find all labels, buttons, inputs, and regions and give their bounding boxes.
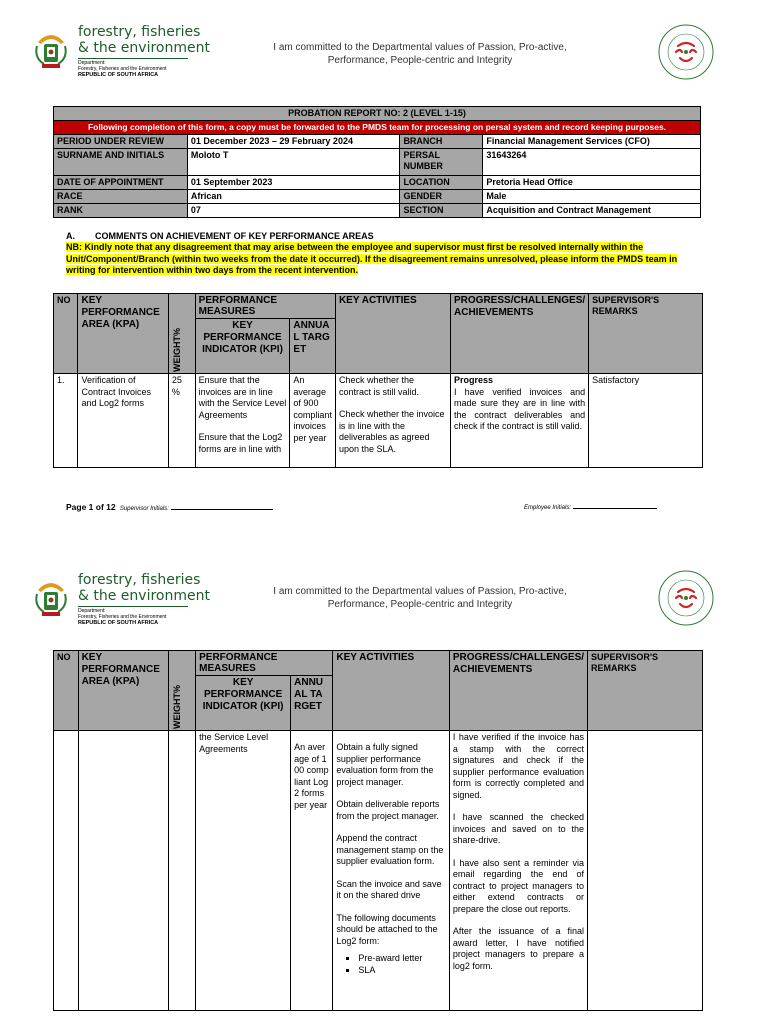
disagreement-note xyxy=(66,242,686,277)
row1cont-progress-4: After the issuance of a final award letter, I have notified project managers to prepare a log2 form. xyxy=(452,926,585,971)
col-target: ANNUAL TARGET xyxy=(290,319,336,374)
rank-value: 07 xyxy=(187,204,400,218)
logo-divider xyxy=(78,606,188,607)
row1cont-progress-1: I have verified if the invoice has a stamp with the correct signatures and check if the supplier performance evaluation form is correctly completed and signed. xyxy=(452,732,585,800)
page-footer xyxy=(66,502,666,512)
gender-label: GENDER xyxy=(400,190,483,204)
employee-info-table xyxy=(53,106,701,218)
row1cont-target: An average of 100 compliant Log2 forms per year xyxy=(294,742,329,810)
row1-remarks: Satisfactory xyxy=(589,374,703,468)
gender-value: Male xyxy=(483,190,701,204)
coat-of-arms-icon xyxy=(34,28,68,72)
col-remarks: SUPERVISOR'S REMARKS xyxy=(588,651,703,731)
col-measures: PERFORMANCE MEASURES xyxy=(195,294,335,319)
row1cont-activity-5: The following documents should be attached to the Log2 form: xyxy=(336,912,438,946)
logo-title-line2: & the environment xyxy=(78,588,210,604)
attachment-item: ▪ SLA xyxy=(358,965,446,977)
row1-kpi-2: Ensure that the Log2 forms are in line with xyxy=(198,432,283,454)
values-seal-icon xyxy=(656,568,716,628)
row1-activity-1: Check whether the contract is still valid. xyxy=(338,375,419,397)
values-motto xyxy=(260,41,580,67)
col-no: NO xyxy=(54,294,78,374)
employee-initials-label: Employee Initials: xyxy=(524,505,572,511)
row1-kpa: Verification of Contract Invoices and Log2 forms xyxy=(78,374,168,468)
col-measures: PERFORMANCE MEASURES xyxy=(196,651,333,676)
period-label: PERIOD UNDER REVIEW xyxy=(54,135,188,149)
row1-progress-heading: Progress xyxy=(454,375,494,385)
row1cont-remarks xyxy=(588,731,703,1011)
page-2 xyxy=(0,548,768,1024)
logo-dept: Department: xyxy=(78,608,106,614)
race-label: RACE xyxy=(54,190,188,204)
col-progress: PROGRESS/CHALLENGES/ ACHIEVEMENTS xyxy=(451,294,589,374)
row1cont-kpa xyxy=(78,731,168,1011)
col-no: NO xyxy=(54,651,79,731)
values-motto-p2 xyxy=(260,585,580,611)
section-value: Acquisition and Contract Management xyxy=(483,204,701,218)
appointment-label: DATE OF APPOINTMENT xyxy=(54,176,188,190)
department-logo xyxy=(34,24,210,78)
row1cont-progress-3: I have also sent a reminder via email regarding the end of contract to project managers to either extend contracts or prepare the close out reports. xyxy=(452,857,585,914)
race-value: African xyxy=(187,190,400,204)
col-remarks: SUPERVISOR'S REMARKS xyxy=(589,294,703,374)
logo-subtext xyxy=(78,608,167,626)
col-progress: PROGRESS/CHALLENGES/ ACHIEVEMENTS xyxy=(449,651,587,731)
logo-dept-name: Forestry, Fisheries and the Environment xyxy=(78,66,167,72)
section-label: SECTION xyxy=(400,204,483,218)
row1-target: An average of 900 compliant invoices per year xyxy=(290,374,336,468)
surname-value: Moloto T xyxy=(187,149,400,176)
logo-dept-name: Forestry, Fisheries and the Environment xyxy=(78,614,167,620)
logo-dept: Department: xyxy=(78,60,106,66)
page-number: Page 1 of 12 xyxy=(66,502,116,512)
row1-progress-text: I have verified invoices and made sure they are in line with the contract deliverables and check if the contract is still valid. xyxy=(454,386,586,431)
col-target: ANNUAL TARGET xyxy=(291,676,333,731)
row1-activity-2: Check whether the invoice is in line with the deliverables as agreed upon the SLA. xyxy=(338,409,445,454)
motto-line2: Performance, People-centric and Integrity xyxy=(327,55,513,66)
appointment-value: 01 September 2023 xyxy=(187,176,400,190)
row1-weight: 25 % xyxy=(168,374,195,468)
logo-divider xyxy=(78,58,188,59)
col-kpi: KEY PERFORMANCE INDICATOR (KPI) xyxy=(195,319,290,374)
row1cont-no xyxy=(54,731,79,1011)
values-seal-icon xyxy=(656,22,716,82)
persal-value: 31643264 xyxy=(483,149,701,176)
col-activities: KEY ACTIVITIES xyxy=(333,651,450,731)
kpa-table-page2 xyxy=(53,650,703,1011)
supervisor-initials-label: Supervisor Initials: xyxy=(119,506,169,512)
row1cont-weight xyxy=(169,731,196,1011)
period-value: 01 December 2023 – 29 February 2024 xyxy=(187,135,400,149)
logo-title-line1: forestry, fisheries xyxy=(78,24,201,40)
logo-subtext xyxy=(78,60,167,78)
branch-value: Financial Management Services (CFO) xyxy=(483,135,701,149)
department-logo-p2 xyxy=(34,572,210,626)
coat-of-arms-icon xyxy=(34,576,68,620)
location-value: Pretoria Head Office xyxy=(483,176,701,190)
row1-kpi-1: Ensure that the invoices are in line with the Service Level Agreements xyxy=(198,375,287,420)
section-a-heading: A. COMMENTS ON ACHIEVEMENT OF KEY PERFORMANCE AREAS xyxy=(66,231,374,241)
col-weight: WEIGHT% xyxy=(172,685,183,729)
location-label: LOCATION xyxy=(400,176,483,190)
persal-label: PERSAL NUMBER xyxy=(400,149,483,176)
branch-label: BRANCH xyxy=(400,135,483,149)
rank-label: RANK xyxy=(54,204,188,218)
logo-country: REPUBLIC OF SOUTH AFRICA xyxy=(78,72,159,78)
supervisor-initials-line xyxy=(171,509,273,510)
report-notice: Following completion of this form, a copy must be forwarded to the PMDS team for processing on persal system and record keeping purposes. xyxy=(54,121,701,135)
col-weight: WEIGHT% xyxy=(171,328,182,372)
disagreement-note-text: NB: Kindly note that any disagreement that may arise between the employee and supervisor must first be resolved internally within the Unit/Component/Branch (within two weeks from the date it occurred). If the disagreement remains unresolved, please inform the PMDS team in writing for intervention within two days from the recent intervention. xyxy=(66,242,678,275)
row1cont-activity-1: Obtain a fully signed supplier performance evaluation form from the project manager. xyxy=(336,742,434,787)
motto-line1: I am committed to the Departmental values of Passion, Pro-active, xyxy=(273,42,567,53)
kpa-table-page1 xyxy=(53,293,703,468)
row1cont-kpi: the Service Level Agreements xyxy=(196,731,291,1011)
row1cont-activity-2: Obtain deliverable reports from the project manager. xyxy=(336,799,440,821)
logo-title-line1: forestry, fisheries xyxy=(78,572,201,588)
col-kpa: KEY PERFORMANCE AREA (KPA) xyxy=(78,294,168,374)
report-title: PROBATION REPORT NO: 2 (LEVEL 1-15) xyxy=(54,107,701,121)
employee-initials-line xyxy=(573,508,657,509)
col-kpa: KEY PERFORMANCE AREA (KPA) xyxy=(78,651,168,731)
attachment-list xyxy=(336,953,446,976)
col-kpi: KEY PERFORMANCE INDICATOR (KPI) xyxy=(196,676,291,731)
logo-title-line2: & the environment xyxy=(78,40,210,56)
surname-label: SURNAME AND INITIALS xyxy=(54,149,188,176)
motto-line1: I am committed to the Departmental values of Passion, Pro-active, xyxy=(273,586,567,597)
attachment-item: ▪ Pre-award letter xyxy=(358,953,446,965)
row1cont-activity-3: Append the contract management stamp on the supplier evaluation form. xyxy=(336,833,444,866)
row1-no: 1. xyxy=(54,374,78,468)
motto-line2: Performance, People-centric and Integrity xyxy=(327,599,513,610)
row1cont-activity-4: Scan the invoice and save it on the shared drive xyxy=(336,878,442,900)
row1cont-progress-2: I have scanned the checked invoices and saved on to the share-drive. xyxy=(452,812,585,845)
col-activities: KEY ACTIVITIES xyxy=(335,294,450,374)
logo-country: REPUBLIC OF SOUTH AFRICA xyxy=(78,620,159,626)
